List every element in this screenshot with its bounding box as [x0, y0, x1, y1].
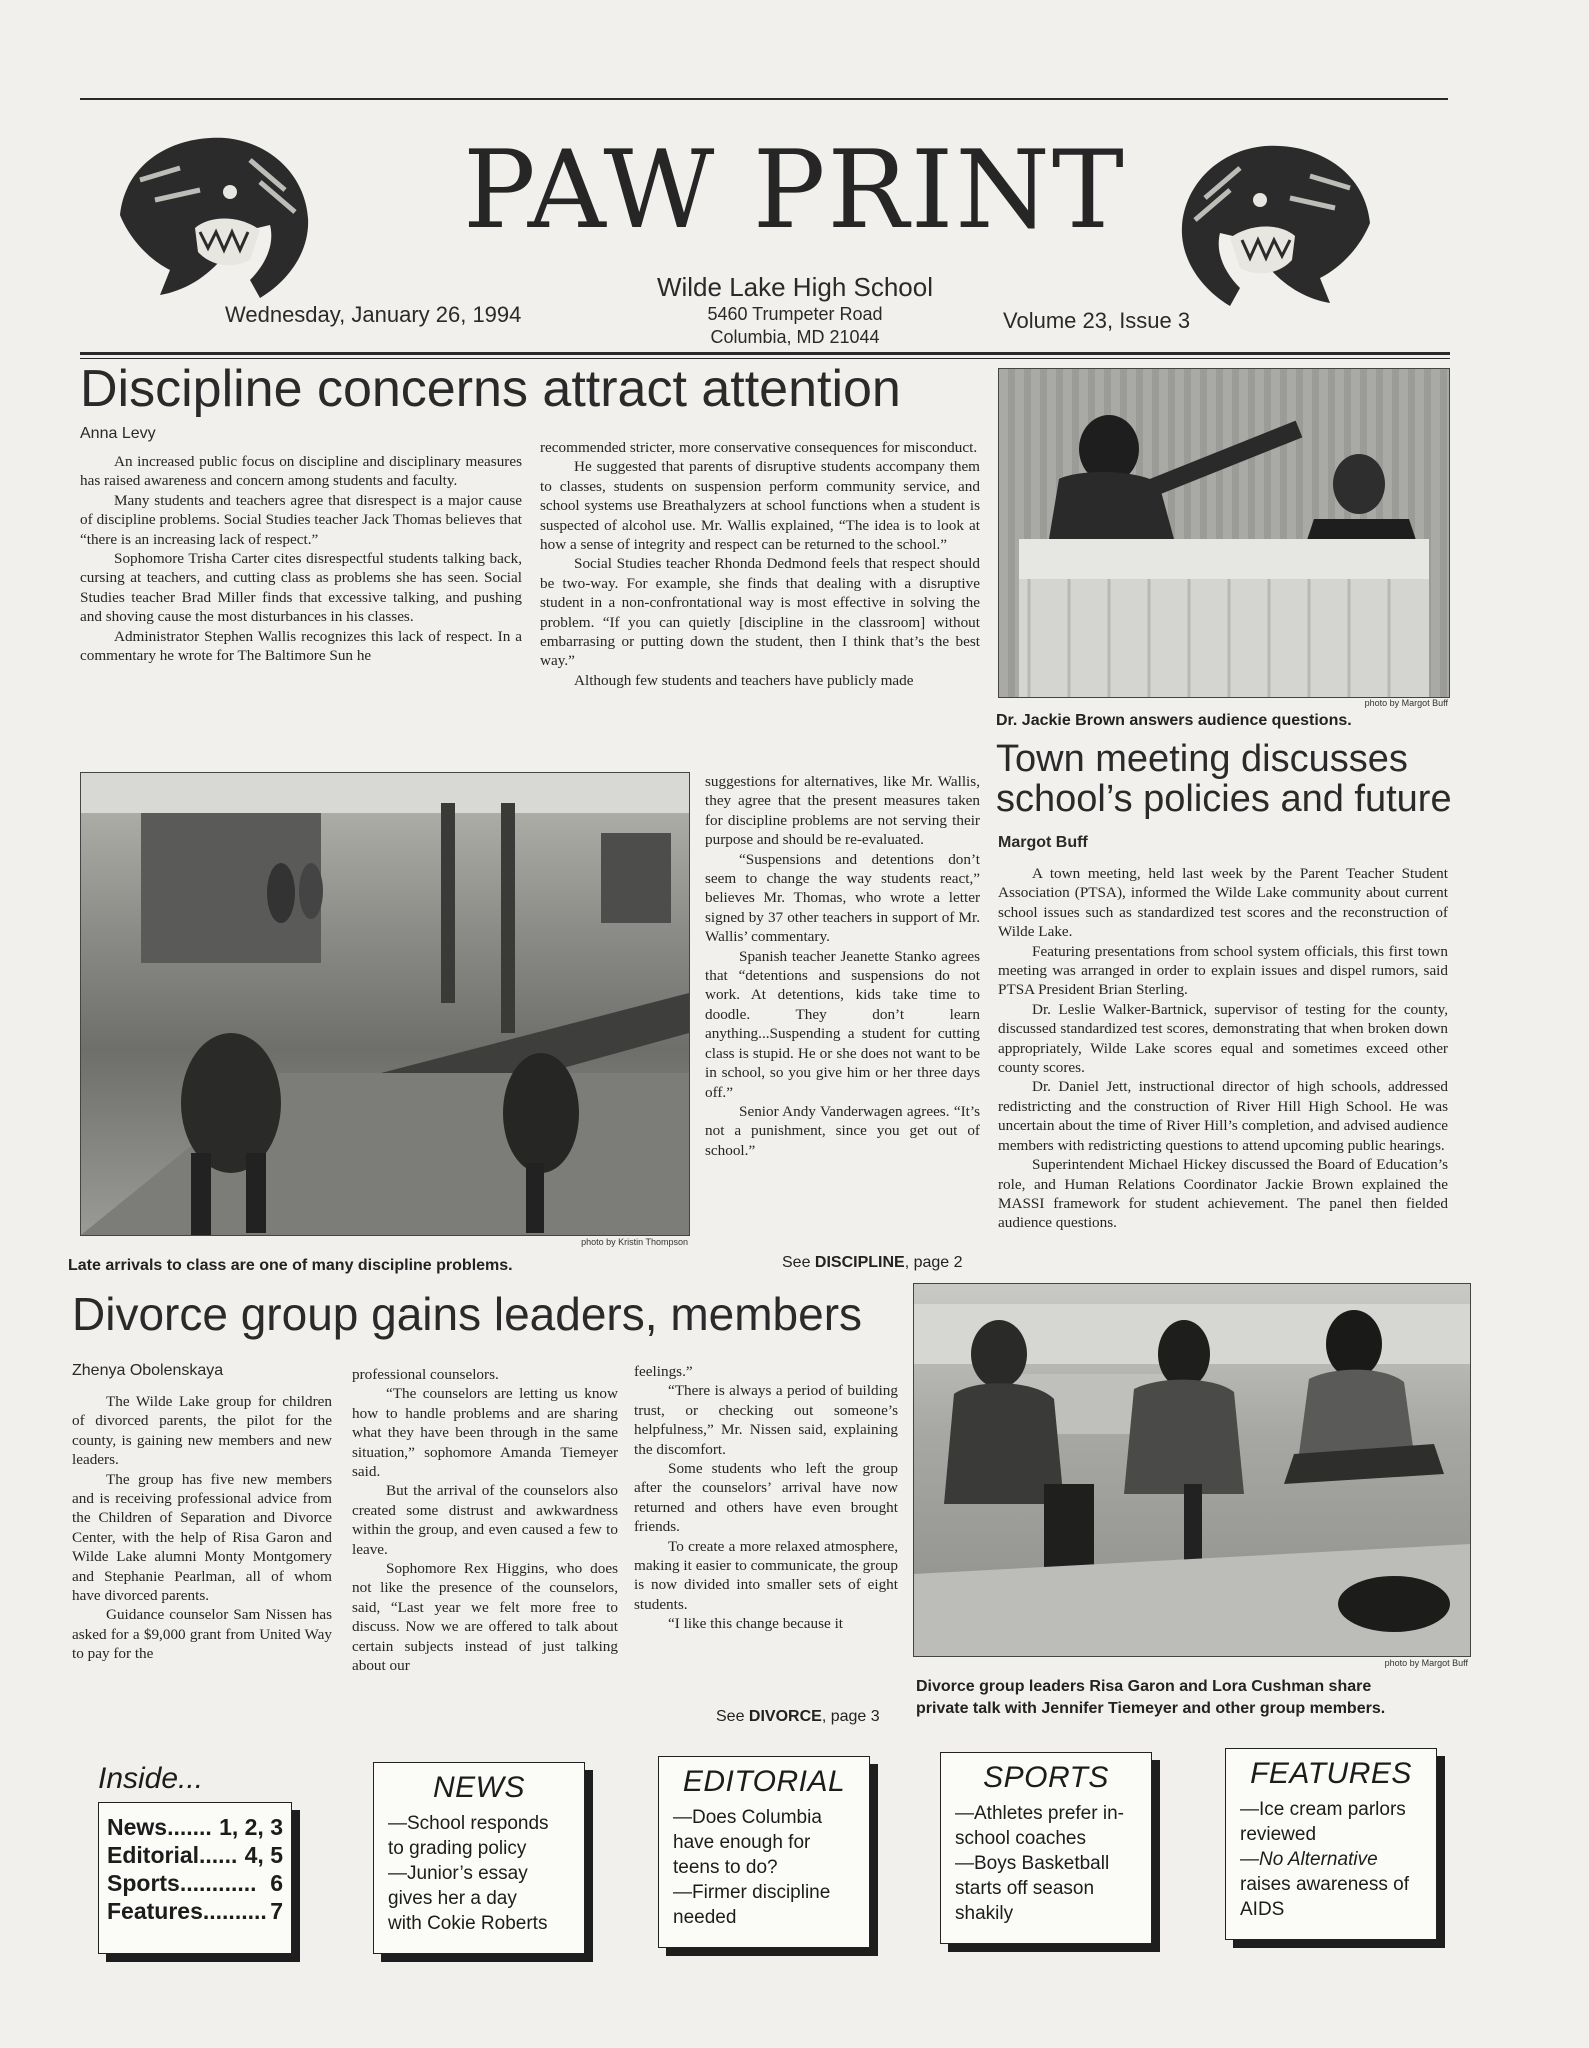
inside-index-title: Inside... — [98, 1762, 204, 1795]
discipline-column-2 — [540, 438, 980, 690]
editorial-teaser-title: EDITORIAL — [682, 1765, 846, 1798]
town-meeting-photo-caption: Dr. Jackie Brown answers audience questions. — [996, 712, 1352, 729]
discipline-continued-link[interactable]: See DISCIPLINE, page 2 — [782, 1254, 963, 1271]
paragraph: Although few students and teachers have publicly made — [574, 671, 914, 689]
discipline-column-3 — [705, 772, 980, 1160]
paragraph: Some students who left the group after the counselors’ arrival have now returned and others have even brought friends. — [634, 1460, 898, 1536]
news-teaser-body: —School responds to grading policy —Junior’s essay gives her a day with Cokie Roberts — [388, 1813, 549, 1934]
paragraph: “I like this change because it — [668, 1615, 844, 1633]
town-meeting-headline: Town meeting discusses school’s policies and future — [996, 738, 1452, 820]
school-name: Wilde Lake High School — [656, 272, 934, 302]
news-teaser-box[interactable] — [373, 1762, 585, 1954]
divorce-headline: Divorce group gains leaders, members — [72, 1288, 863, 1340]
discipline-headline: Discipline concerns attract attention — [80, 360, 901, 418]
school-address-street: 5460 Trumpeter Road — [707, 304, 883, 324]
town-meeting-photo-credit: photo by Margot Buff — [1364, 698, 1448, 708]
discipline-column-1 — [80, 452, 522, 665]
editorial-teaser-body: —Does Columbia have enough for teens to do? —Firmer discipline needed — [673, 1807, 831, 1928]
paragraph: Featuring presentations from school system officials, this first town meeting was arranged in order to explain issues and dispel rumors, said PTSA President Brian Sterling. — [998, 942, 1448, 999]
hallway-photo-caption: Late arrivals to class are one of many discipline problems. — [68, 1257, 513, 1274]
inside-index-box — [98, 1802, 292, 1954]
paragraph: Dr. Leslie Walker-Bartnick, supervisor of testing for the county, discussed standardized test scores, demonstrating that when broken down appropriately, Wilde Lake scores equal and sometimes exceed other county scores. — [998, 1000, 1448, 1077]
divorce-group-photo — [913, 1283, 1471, 1657]
inside-index-item[interactable]: Sports............ 6 — [107, 1870, 283, 1896]
school-address-city: Columbia, MD 21044 — [710, 327, 880, 347]
masthead-bottom-rule-thin — [80, 358, 1450, 359]
paragraph: Superintendent Michael Hickey discussed the Board of Education’s role, and Human Relations Coordinator Jackie Brown explained the MASSI framework for student achievement. The panel then fielded audience questions. — [998, 1156, 1448, 1232]
features-teaser-box[interactable] — [1225, 1748, 1437, 1940]
divorce-photo-caption: Divorce group leaders Risa Garon and Lora Cushman share private talk with Jennifer Tiemeyer and other group members. — [916, 1678, 1386, 1717]
divorce-photo-credit: photo by Margot Buff — [1384, 1658, 1468, 1668]
paragraph: Senior Andy Vanderwagen agrees. “It’s not a punishment, since you get out of school.” — [705, 1102, 980, 1159]
paragraph: Administrator Stephen Wallis recognizes this lack of respect. In a commentary he wrote for The Baltimore Sun he — [80, 627, 522, 665]
editorial-teaser-box[interactable] — [658, 1756, 870, 1948]
volume-issue: Volume 23, Issue 3 — [1003, 308, 1191, 333]
paragraph: Many students and teachers agree that disrespect is a major cause of discipline problems. Social Studies teacher Jack Thomas believes that “there is an increasing lack of respect.” — [80, 491, 522, 548]
town-meeting-photo — [998, 368, 1450, 698]
paragraph: Dr. Daniel Jett, instructional director of high schools, addressed redistricting and the construction of River Hill High School. He was uncertain about the time of River Hill’s completion, and advised audience members with redistricting questions to attend upcoming public hearings. — [998, 1078, 1448, 1154]
paragraph: feelings.” — [634, 1363, 693, 1380]
sports-teaser-body: —Athletes prefer in- school coaches —Boys Basketball starts off season shakily — [955, 1803, 1124, 1924]
hallway-scene-icon — [81, 773, 689, 1235]
masthead-top-rule — [80, 98, 1448, 100]
school-info — [590, 272, 1000, 349]
paragraph: suggestions for alternatives, like Mr. Wallis, they agree that the present measures taken for discipline problems are not serving their purpose and should be re-evaluated. — [705, 773, 980, 849]
divorce-column-2 — [352, 1365, 618, 1676]
paragraph: Sophomore Rex Higgins, who does not like the presence of the counselors, said, “Last year we felt more free to discuss. Now we are offered to talk about certain subjects instead of just talking about our — [352, 1560, 618, 1675]
paragraph: The Wilde Lake group for children of divorced parents, the pilot for the county, is gaining new members and new leaders. — [72, 1393, 332, 1469]
paragraph: Spanish teacher Jeanette Stanko agrees that “detentions and suspensions do not work. At detentions, kids take time to doodle. They don’t learn anything...Suspending a student for cutting class is stupid. He or she does not want to be in school, so you give him or her three days off.” — [705, 947, 980, 1101]
paragraph: “Suspensions and detentions don’t seem to change the way students react,” believes Mr. Thomas, who wrote a letter signed by 37 other teachers in support of Mr. Wallis’ commentary. — [705, 850, 980, 946]
speaker-scene-icon — [999, 369, 1449, 697]
inside-index-item[interactable]: Features.......... 7 — [107, 1898, 283, 1924]
news-teaser-title: NEWS — [433, 1771, 525, 1804]
paragraph: A town meeting, held last week by the Parent Teacher Student Association (PTSA), informed the Wilde Lake community about current school issues such as standardized test scores and the reconstruction of Wilde Lake. — [998, 865, 1448, 941]
paragraph: recommended stricter, more conservative consequences for misconduct. — [540, 439, 978, 456]
paragraph: An increased public focus on discipline and disciplinary measures has raised awareness and concern among students and faculty. — [80, 453, 522, 490]
divorce-column-1 — [72, 1392, 332, 1664]
hallway-photo — [80, 772, 690, 1236]
masthead-bottom-rule — [80, 352, 1450, 355]
discipline-byline: Anna Levy — [80, 425, 156, 442]
paragraph: But the arrival of the counselors also created some distrust and awkwardness within the group, and even caused a few to leave. — [352, 1482, 618, 1558]
sports-teaser-box[interactable] — [940, 1752, 1152, 1944]
group-scene-icon — [914, 1284, 1470, 1656]
features-teaser-body: —Ice cream parlors reviewed —No Alternative raises awareness of AIDS — [1240, 1799, 1409, 1920]
features-teaser-title: FEATURES — [1250, 1757, 1412, 1790]
paragraph: “There is always a period of building trust, or checking out someone’s helpfulness,” Mr. Nissen said, explaining the discomfort. — [634, 1382, 898, 1458]
paragraph: To create a more relaxed atmosphere, making it easier to communicate, the group is now divided into smaller sets of eight students. — [634, 1537, 898, 1613]
inside-index-list — [99, 1803, 291, 1925]
paragraph: professional counselors. — [352, 1366, 499, 1383]
town-meeting-byline: Margot Buff — [998, 834, 1088, 851]
divorce-byline: Zhenya Obolenskaya — [72, 1362, 224, 1379]
sports-teaser-title: SPORTS — [983, 1761, 1109, 1794]
divorce-column-3 — [634, 1362, 898, 1634]
divorce-continued-link[interactable]: See DIVORCE, page 3 — [716, 1708, 880, 1725]
issue-date: Wednesday, January 26, 1994 — [225, 302, 522, 327]
paragraph: Guidance counselor Sam Nissen has asked for a $9,000 grant from United Way to pay for the — [72, 1606, 332, 1663]
paragraph: “The counselors are letting us know how to handle problems and are sharing what they have been through in the same situation,” sophomore Amanda Tiemeyer said. — [352, 1385, 618, 1481]
inside-index-item[interactable]: News....... 1, 2, 3 — [107, 1814, 283, 1840]
newspaper-title: PAW PRINT — [463, 128, 1126, 253]
paragraph: Sophomore Trisha Carter cites disrespectful students talking back, cursing at teachers, and cutting class as problems she has seen. Social Studies teacher Brad Miller finds that excessive talking, and pushing and shoving cause the most disturbances in his classes. — [80, 550, 522, 626]
paragraph: He suggested that parents of disruptive students accompany them to classes, students on suspension perform community service, and school systems use Breathalyzers at school functions when a student is suspected of alcohol use. Mr. Wallis explained, “The idea is to look at how a sense of integrity and respect can be returned to the school.” — [540, 458, 980, 554]
paragraph: The group has five new members and is receiving professional advice from the Children of Separation and Divorce Center, with the help of Risa Garon and Wilde Lake alumni Monty Montgomery and Stephanie Pearlman, all of whom have divorced parents. — [72, 1470, 332, 1605]
inside-index-item[interactable]: Editorial...... 4, 5 — [107, 1842, 283, 1868]
town-meeting-body — [998, 864, 1448, 1233]
paragraph: Social Studies teacher Rhonda Dedmond feels that respect should be two-way. For example, she finds that dealing with a disruptive student in a non-confrontational way is most effective in solving the problem. “If you can quietly [discipline in the classroom] without embarrasing or putting down the student, then I think that’s the best way.” — [540, 555, 980, 670]
hallway-photo-credit: photo by Kristin Thompson — [581, 1237, 688, 1247]
